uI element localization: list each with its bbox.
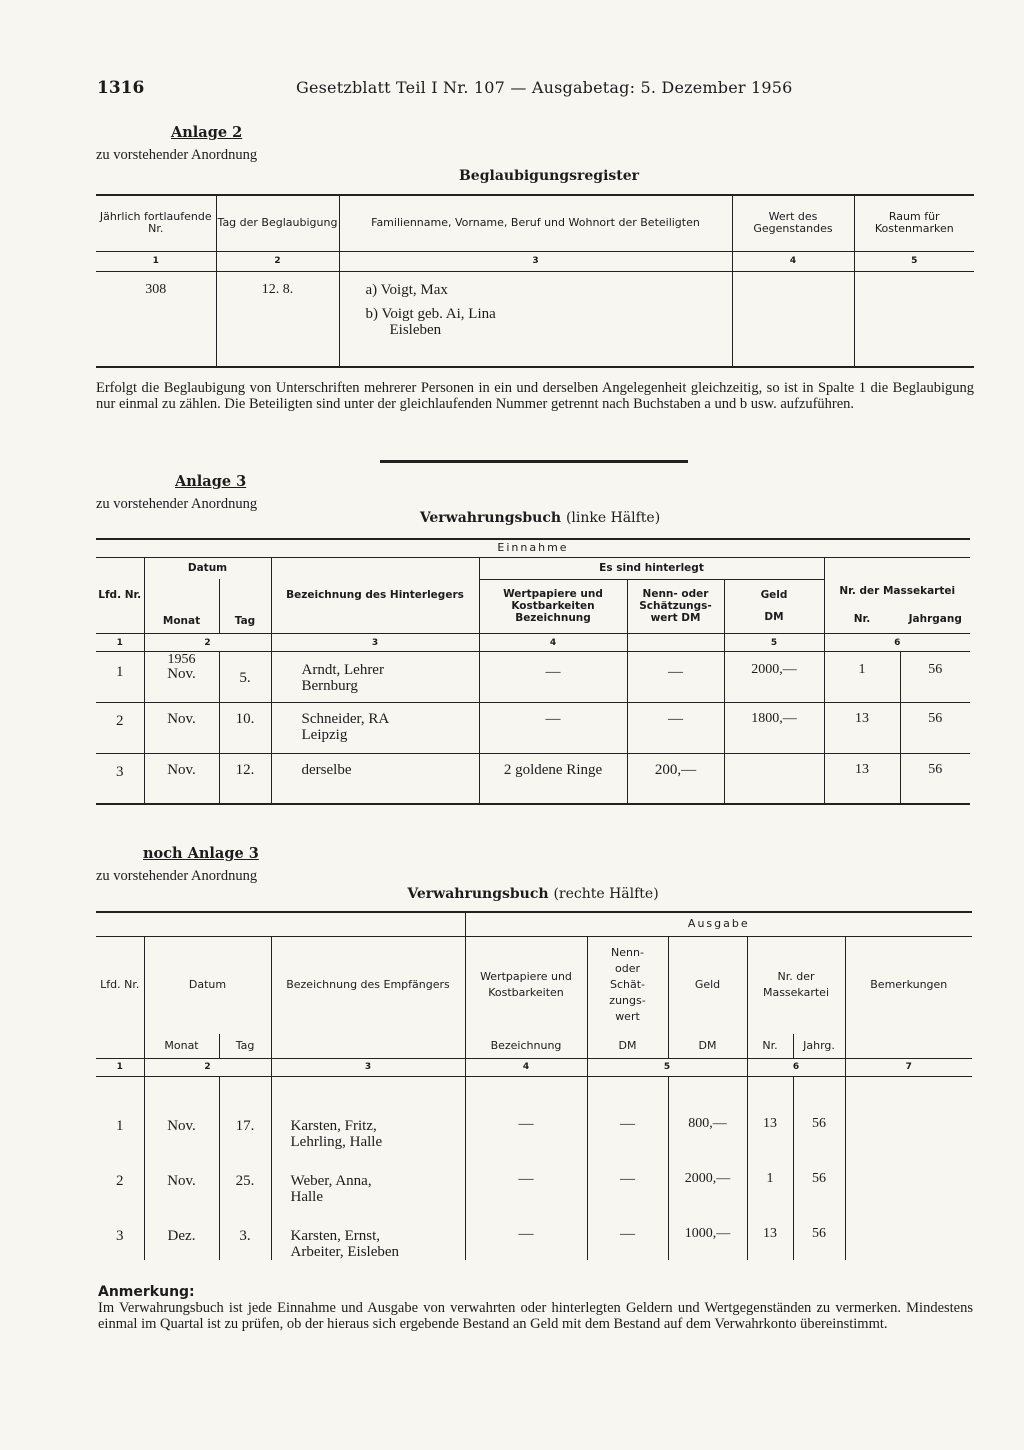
cell-nennwert: — xyxy=(627,703,724,754)
header-kostenmarken: Raum für Kostenmarken xyxy=(854,195,974,251)
header-wert: Wert des Gegenstandes xyxy=(732,195,854,251)
hinterleger-line1: Arndt, Lehrer xyxy=(301,662,384,678)
cell-monat: Nov. xyxy=(144,1076,219,1150)
col-number: 2 xyxy=(216,251,339,271)
anmerkung-text: Im Verwahrungsbuch ist jede Einnahme und Ausgabe von verwahrten oder hinterlegten Geldern und Wertgegenständen zu vermerken. Mindestens einmal im Quartal ist zu prüfen, ob der hieraus sich ergebende Bestand an Geld mit dem Bestand auf dem Verwahrkonto übereinstimmt. xyxy=(98,1300,973,1332)
col-number: 3 xyxy=(271,1058,465,1076)
cell-tag: 3. xyxy=(219,1205,271,1260)
cell-monat xyxy=(144,652,219,703)
anlage3-subtitle: zu vorstehender Anordnung xyxy=(96,496,258,512)
col-number: 3 xyxy=(271,634,479,652)
cell-nennwert: — xyxy=(587,1205,668,1260)
geld-label: Geld xyxy=(760,589,788,602)
cell-nr: 3 xyxy=(116,1228,124,1244)
anlage2-title: Beglaubigungsregister xyxy=(458,168,640,184)
empfaenger-line1: Karsten, Ernst, xyxy=(290,1228,381,1244)
cell-monat: Nov. xyxy=(144,1150,219,1205)
empfaenger-line2: Halle xyxy=(290,1189,323,1205)
table-row xyxy=(96,754,970,804)
header-nennwert: Nenn- oder Schät- zungs- wert xyxy=(587,936,668,1034)
cell-jahrgang: 56 xyxy=(793,1150,845,1205)
cell-masse-nr: 1 xyxy=(824,652,900,703)
header-lfd-nr: Lfd. Nr. xyxy=(100,978,140,992)
noch-anlage3-title xyxy=(0,886,1024,902)
header-familienname: Familienname, Vorname, Beruf und Wohnort der Beteiligten xyxy=(339,195,732,251)
cell-masse-nr: 13 xyxy=(824,703,900,754)
hinterleger-line2: Bernburg xyxy=(301,678,358,694)
cell-jahrgang: 56 xyxy=(793,1076,845,1150)
col-number: 4 xyxy=(465,1058,587,1076)
cell-nennwert: — xyxy=(587,1150,668,1205)
running-head: Gesetzblatt Teil I Nr. 107 — Ausgabetag: 5. Dezember 1956 xyxy=(296,78,793,97)
empfaenger-line2: Lehrling, Halle xyxy=(290,1134,383,1150)
header-massekartei: Nr. der Massekartei xyxy=(747,936,845,1034)
table-row xyxy=(96,1150,972,1205)
col-number: 5 xyxy=(587,1058,747,1076)
cell-tag: 10. xyxy=(219,703,271,754)
ausgabe-banner: Ausgabe xyxy=(465,912,972,936)
header-hinterlegt: Es sind hinterlegt xyxy=(479,557,824,579)
cell-nr: 1 xyxy=(116,1118,124,1134)
cell-tag: 17. xyxy=(219,1076,271,1150)
einnahme-banner: Einnahme xyxy=(497,541,569,555)
empfaenger-line2: Arbeiter, Eisleben xyxy=(290,1244,400,1260)
noch-anlage3-title-rest: (rechte Hälfte) xyxy=(553,886,659,902)
header-tag: Tag xyxy=(219,579,271,633)
cell-tag: 25. xyxy=(219,1150,271,1205)
anlage2-note: Erfolgt die Beglaubigung von Unterschriften mehrerer Personen in ein und derselben Angelegenheit gleichzeitig, so ist in Spalte 1 die Beglaubigung nur einmal zu zählen. Die Beteiligten sind unter der gleichlaufenden Nummer getrennt nach Buchstaben a und b usw. aufzuführen. xyxy=(96,380,974,412)
cell-monat: Dez. xyxy=(144,1205,219,1260)
cell-bemerkungen xyxy=(845,1205,972,1260)
header-datum: Datum xyxy=(144,557,271,579)
cell-kostenmarken xyxy=(854,271,974,367)
header-monat: Monat xyxy=(144,579,219,633)
cell-jahrgang: 56 xyxy=(900,703,970,754)
cell-wertpapiere: — xyxy=(465,1150,587,1205)
page-number: 1316 xyxy=(97,78,145,98)
empfaenger-line1: Karsten, Fritz, xyxy=(290,1118,377,1134)
noch-anlage3-subtitle: zu vorstehender Anordnung xyxy=(96,868,258,884)
header-bezeichnung-empfaenger: Bezeichnung des Empfängers xyxy=(271,936,465,1034)
cell-beteiligte xyxy=(339,271,732,367)
anlage3-title-rest: (linke Hälfte) xyxy=(565,510,661,526)
cell-bemerkungen xyxy=(845,1076,972,1150)
cell-nennwert: — xyxy=(587,1076,668,1150)
beglaubigungsregister-table xyxy=(96,194,974,368)
col-number: 7 xyxy=(845,1058,972,1076)
cell-nr: 2 xyxy=(116,713,124,729)
hinterleger-line1: Schneider, RA xyxy=(301,711,390,727)
year-note: 1956 xyxy=(167,652,196,667)
empfaenger-line1: Weber, Anna, xyxy=(290,1173,372,1189)
header-wertpapiere: Wertpapiere und Kostbarkeiten Bezeichnung xyxy=(479,579,627,633)
header-nennwert: Nenn- oder Schätzungs-wert DM xyxy=(627,579,724,633)
cell-wertpapiere: — xyxy=(479,652,627,703)
cell-wertpapiere: — xyxy=(465,1076,587,1150)
header-masse-nr: Nr. xyxy=(747,1034,793,1058)
col-number: 2 xyxy=(144,1058,271,1076)
col-number: 6 xyxy=(747,1058,845,1076)
header-nennwert-sub: DM xyxy=(587,1034,668,1058)
cell-masse-nr: 13 xyxy=(747,1205,793,1260)
section-divider xyxy=(380,460,688,463)
cell-jahrgang: 56 xyxy=(900,652,970,703)
header-tag: Tag xyxy=(219,1034,271,1058)
col-number: 6 xyxy=(824,634,970,652)
col-number xyxy=(627,634,724,652)
cell-hinterleger xyxy=(271,754,479,804)
col-number: 5 xyxy=(854,251,974,271)
cell-geld: 2000,— xyxy=(724,652,824,703)
table-row xyxy=(96,271,974,367)
anlage3-title xyxy=(0,510,1024,526)
col-number: 3 xyxy=(339,251,732,271)
col-number: 1 xyxy=(116,637,123,648)
header-geld: Geld xyxy=(668,936,747,1034)
cell-tag: 5. xyxy=(219,652,271,703)
header-massekartei: Nr. der Massekartei xyxy=(824,557,970,633)
cell-nr: 1 xyxy=(116,664,124,680)
cell-geld: 800,— xyxy=(668,1076,747,1150)
anlage2-subtitle: zu vorstehender Anordnung xyxy=(96,147,258,163)
hinterleger-line1: derselbe xyxy=(301,762,352,778)
beteiligter-b-wohnort: Eisleben xyxy=(389,321,442,338)
col-number: 5 xyxy=(724,634,824,652)
col-number: 1 xyxy=(152,256,159,266)
geld-unit: DM xyxy=(764,611,784,624)
cell-tag: 12. xyxy=(219,754,271,804)
cell-geld: 2000,— xyxy=(668,1150,747,1205)
cell-nr: 3 xyxy=(116,764,124,780)
cell-geld: 1800,— xyxy=(724,703,824,754)
header-datum: Datum xyxy=(144,936,271,1034)
beteiligter-b: b) Voigt geb. Ai, Lina xyxy=(365,305,496,322)
header-tag: Tag der Beglaubigung xyxy=(216,195,339,251)
table-row xyxy=(96,703,970,754)
col-number: 1 xyxy=(116,1062,123,1072)
verwahrungsbuch-rechts-table xyxy=(96,911,972,1260)
header-bezeichnung-hinterleger: Bezeichnung des Hinterlegers xyxy=(271,557,479,633)
hinterleger-line2: Leipzig xyxy=(301,727,348,743)
cell-masse-nr: 13 xyxy=(747,1076,793,1150)
cell-nennwert: — xyxy=(627,652,724,703)
cell-hinterleger xyxy=(271,652,479,703)
cell-masse-nr: 13 xyxy=(824,754,900,804)
anlage3-title-bold: Verwahrungsbuch xyxy=(419,510,562,526)
header-masse-jahrg: Jahrg. xyxy=(793,1034,845,1058)
table-row xyxy=(96,652,970,703)
cell-hinterleger xyxy=(271,703,479,754)
cell-masse-nr: 1 xyxy=(747,1150,793,1205)
anlage3-label: Anlage 3 xyxy=(175,473,247,490)
table-row xyxy=(96,1076,972,1150)
table-row xyxy=(96,1205,972,1260)
header-geld-sub: DM xyxy=(668,1034,747,1058)
cell-nr: 2 xyxy=(116,1173,124,1189)
header-masse-jahrgang: Jahrgang xyxy=(908,613,962,625)
header-bemerkungen: Bemerkungen xyxy=(845,936,972,1034)
col-number: 4 xyxy=(732,251,854,271)
cell-empfaenger xyxy=(271,1205,465,1260)
header-masse-nr: Nr. xyxy=(853,613,871,625)
cell-nr: 308 xyxy=(145,281,167,297)
cell-monat: Nov. xyxy=(144,754,219,804)
header-geld xyxy=(724,579,824,633)
cell-tag: 12. 8. xyxy=(216,271,339,367)
noch-anlage3-title-bold: Verwahrungsbuch xyxy=(407,886,549,902)
header-monat: Monat xyxy=(144,1034,219,1058)
cell-jahrgang: 56 xyxy=(900,754,970,804)
noch-anlage3-label: noch Anlage 3 xyxy=(143,845,259,862)
cell-bemerkungen xyxy=(845,1150,972,1205)
cell-wertpapiere: 2 goldene Ringe xyxy=(479,754,627,804)
header-lfd-nr: Jährlich fortlaufende Nr. xyxy=(99,210,212,236)
cell-wertpapiere: — xyxy=(479,703,627,754)
col-number: 2 xyxy=(144,634,271,652)
beteiligter-a: a) Voigt, Max xyxy=(365,281,448,298)
header-wertpapiere-sub: Bezeichnung xyxy=(465,1034,587,1058)
cell-wertpapiere: — xyxy=(465,1205,587,1260)
monat-value: Nov. xyxy=(167,666,196,682)
verwahrungsbuch-links-table xyxy=(96,538,970,805)
anlage2-label: Anlage 2 xyxy=(171,124,243,141)
cell-geld xyxy=(724,754,824,804)
header-wertpapiere: Wertpapiere und Kostbarkeiten xyxy=(465,936,587,1034)
anmerkung-label: Anmerkung: xyxy=(98,1284,195,1300)
col-number: 4 xyxy=(479,634,627,652)
cell-monat: Nov. xyxy=(144,703,219,754)
cell-jahrgang: 56 xyxy=(793,1205,845,1260)
cell-empfaenger xyxy=(271,1150,465,1205)
cell-wert xyxy=(732,271,854,367)
header-lfd-nr: Lfd. Nr. xyxy=(98,589,142,602)
cell-empfaenger xyxy=(271,1076,465,1150)
cell-geld: 1000,— xyxy=(668,1205,747,1260)
cell-nennwert: 200,— xyxy=(627,754,724,804)
